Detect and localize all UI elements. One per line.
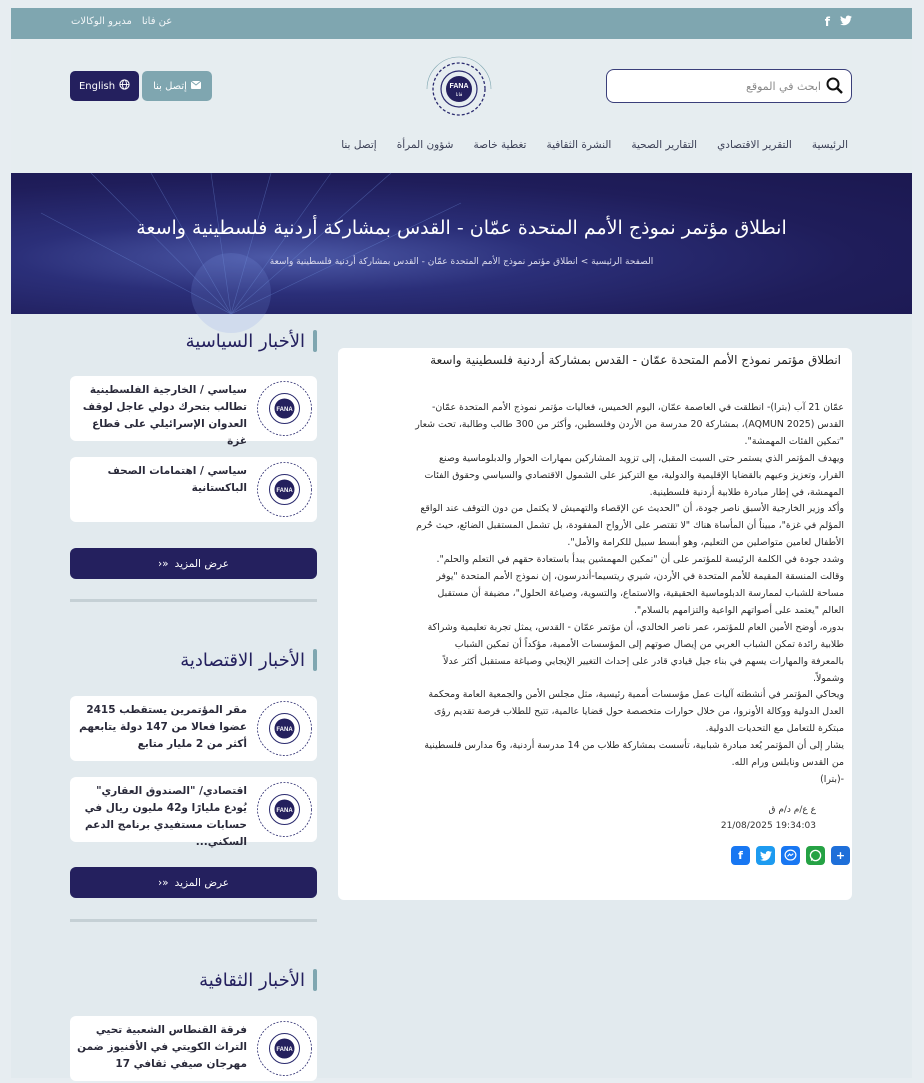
article-line: وقالت المنسقة المقيمة للأمم المتحدة في الأردن، شيري ريتسيما-أندرسون، إن نموذج الأمم المتحدة "يوفر (436, 571, 844, 583)
double-chevron-left-icon: «‹ (157, 876, 169, 889)
svg-text:FANA: FANA (276, 727, 293, 733)
svg-text:FANA: FANA (276, 1047, 293, 1053)
article-line: العدل الدولية ووكالة الأونروا، من خلال حوارات متخصصة حول قضايا عالمية، تتيح للطلاب فرصة تقديم رؤى (434, 706, 844, 718)
article-line: عمّان 21 آب (بترا)- انطلقت في العاصمة عمّان، اليوم الخميس، فعاليات مؤتمر نموذج الأمم المتحدة عمّان- (431, 402, 844, 413)
economic-news-heading[interactable] (180, 649, 317, 671)
envelope-icon (191, 81, 201, 92)
breadcrumb[interactable]: الصفحة الرئيسية > انطلاق مؤتمر نموذج الأمم المتحدة عمّان - القدس بمشاركة أردنية فلسطينية واسعة (269, 257, 654, 267)
page-title: انطلاق مؤتمر نموذج الأمم المتحدة عمّان - القدس بمشاركة أردنية فلسطينية واسعة (136, 217, 787, 239)
news-card-title[interactable]: اقتصادي/ "الصندوق العقاري" يُودع مليارًا و42 مليون ريال في حسابات مستفيدي برنامج الدعم السكني... (84, 785, 247, 848)
article-line: ويحاكي المؤتمر في أنشطته آليات عمل مؤسسات أممية رئيسية، مثل مجلس الأمن والجمعية العامة ومحكمة (428, 689, 844, 701)
facebook-share-icon[interactable]: f (731, 846, 750, 865)
news-card[interactable] (70, 696, 317, 761)
news-card-title[interactable]: فرقة القنطاس الشعبية تحيي التراث الكويتي في الأفنيوز ضمن مهرجان صيفي ثقافي 17 (77, 1024, 247, 1070)
english-button[interactable] (70, 71, 139, 101)
main-nav (341, 139, 848, 151)
article-line: القرار، وتعزيز وعيهم بالقضايا الإقليمية والدولية، مع التركيز على الشمول الاقتصادي والسياسي وحقوق الفئات (424, 469, 844, 481)
article-line: وشمولاً. (813, 672, 844, 684)
twitter-icon[interactable] (840, 15, 852, 29)
nav-economic-report[interactable]: التقرير الاقتصادي (717, 139, 792, 151)
cultural-news-title: الأخبار الثقافية (199, 969, 305, 991)
social-links (825, 15, 852, 29)
nav-cultural-bulletin[interactable]: النشرة الثقافية (546, 139, 612, 151)
double-chevron-left-icon: «‹ (157, 557, 169, 570)
svg-text:FANA: FANA (449, 83, 469, 90)
article-line: القدس (AQMUN 2025)، بمشاركة 20 مدرسة من الأردن وفلسطين، وأكثر من 300 طالب وطالبة، تحت شعار (415, 418, 844, 430)
share-bar (731, 846, 850, 865)
fana-thumbnail-icon (254, 779, 315, 840)
article-line: بالمعرفة والمهارات يسهم في بناء جيل قيادي قادر على إحداث التغيير الإيجابي وصياغة مستقبل أكثر عدلاً (443, 655, 844, 667)
more-label: عرض المزيد (174, 557, 230, 570)
svg-text:FANA: FANA (276, 488, 293, 494)
messenger-icon[interactable] (781, 846, 800, 865)
fana-thumbnail-icon (254, 459, 315, 520)
facebook-icon[interactable]: f (824, 15, 830, 29)
article-line: وشدد جودة في الكلمة الرئيسة للمؤتمر على أن "تمكين المهمشين يبدأ باستعادة حقهم في التعلم والحلم". (436, 554, 844, 566)
article-body (344, 400, 844, 789)
heading-accent (313, 969, 317, 991)
globe-icon (119, 79, 130, 93)
article-signature: ع ع/م د/م ق (768, 805, 816, 815)
cultural-news-heading[interactable] (199, 969, 317, 991)
article-line: الأطفال لعامين متواصلين من التعليم، وهو أبسط سبيل للكرامة والأمل". (567, 537, 844, 549)
english-label: English (78, 80, 116, 92)
news-card[interactable] (70, 457, 317, 522)
about-link[interactable]: عن فانا (141, 16, 173, 27)
article-line: من القدس ونابلس ورام الله. (731, 757, 844, 769)
heading-accent (313, 649, 317, 671)
article-line: المهمشة، في إطار مبادرة طلابية أردنية فلسطينية. (649, 486, 844, 498)
nav-health-reports[interactable]: التقارير الصحية (631, 139, 698, 151)
hero-background (11, 173, 912, 314)
nav-contact[interactable]: إتصل بنا (341, 139, 377, 151)
svg-text:FANA: FANA (276, 808, 293, 814)
section-divider (70, 599, 317, 602)
search-icon[interactable] (825, 76, 845, 96)
article-title: انطلاق مؤتمر نموذج الأمم المتحدة عمّان - القدس بمشاركة أردنية فلسطينية واسعة (430, 353, 841, 367)
agency-directors-link[interactable]: مديرو الوكالات (71, 16, 132, 27)
article-line: يشار إلى أن المؤتمر يُعد مبادرة شبابية، تأسست بمشاركة طلاب من 14 مدرسة أردنية، و6 مدارس فلسطينية (424, 740, 844, 752)
news-card[interactable] (70, 376, 317, 447)
political-news-heading[interactable] (186, 330, 317, 352)
article-line: المؤلم في غزة"، مبيناً أن المأساة هناك "لا تقتصر على الأرواح المفقودة، بل تشمل المستقبل الضائع، حيث حُرم (416, 520, 844, 532)
news-card[interactable] (70, 777, 317, 848)
article-line: طلابية رائدة تمكن الشباب العربي من إيصال صوتهم إلى المؤسسات الأممية، مؤكداً أن تمكين الشباب (454, 638, 844, 650)
article-line: مساحة للشباب لممارسة الدبلوماسية الحقيقية، والاستماع، والتسوية، وصياغة الحلول"، مضيفة أن مستقبل (437, 587, 844, 599)
nav-special-coverage[interactable]: تغطية خاصة (473, 139, 527, 151)
top-links (71, 16, 172, 27)
news-card-title[interactable]: سياسي / الخارجية الفلسطينية تطالب بتحرك دولي عاجل لوقف العدوان الإسرائيلي على قطاع غزة (82, 384, 247, 447)
contact-label: إتصل بنا (153, 80, 187, 92)
heading-accent (313, 330, 317, 352)
political-news-title: الأخبار السياسية (185, 330, 305, 352)
twitter-share-icon[interactable] (756, 846, 775, 865)
article-line: وأكد وزير الخارجية الأسبق ناصر جودة، أن "الحديث عن الإقصاء والتهميش لا يكتمل من دون التوقف عند الواقع (420, 503, 844, 515)
section-divider (70, 919, 317, 922)
top-bar (11, 8, 912, 39)
search-input[interactable]: ابحث في الموقع (745, 80, 821, 93)
article-line: "تمكين الفئات المهمشة". (744, 435, 844, 447)
nav-home[interactable]: الرئيسية (811, 139, 848, 151)
contact-button[interactable] (142, 71, 212, 101)
fana-logo[interactable] (421, 51, 497, 127)
fana-thumbnail-icon (254, 378, 315, 439)
article-line: ويهدف المؤتمر الذي يستمر حتى السبت المقبل، إلى تزويد المشاركين بمهارات الحوار والدبلوماسية وصنع (439, 452, 844, 464)
article-line: بدوره، أوضح الأمين العام للمؤتمر، عمر ناصر الخالدي، أن مؤتمر عمّان - القدس، يمثل تجربة تعليمية وشراكة (427, 621, 844, 633)
share-plus-icon[interactable]: + (831, 846, 850, 865)
article-line: -(بترا) (820, 773, 844, 785)
hero-banner (11, 173, 912, 314)
economic-news-title: الأخبار الاقتصادية (180, 649, 305, 671)
news-card[interactable] (70, 1016, 317, 1081)
site-header (11, 39, 912, 173)
news-card-title[interactable]: سياسي / اهتمامات الصحف الباكستانية (107, 465, 247, 494)
whatsapp-icon[interactable] (806, 846, 825, 865)
article-card (338, 348, 852, 900)
news-card-title[interactable]: مقر المؤتمرين يستقطب 2415 عضوا فعالا من 147 دولة يتابعهم أكثر من 2 مليار متابع (79, 704, 247, 750)
page-frame (11, 8, 912, 1078)
article-line: العالم "يعتمد على أصواتهم الواعية والتزامهم بالسلام". (633, 604, 844, 616)
svg-text:فانا: فانا (455, 92, 463, 98)
svg-text:FANA: FANA (276, 407, 293, 413)
nav-women-affairs[interactable]: شؤون المرأة (396, 139, 454, 151)
economic-more-button[interactable] (70, 867, 317, 898)
more-label: عرض المزيد (174, 876, 230, 889)
search-box[interactable] (606, 69, 852, 103)
political-more-button[interactable] (70, 548, 317, 579)
fana-thumbnail-icon (254, 1018, 315, 1079)
fana-thumbnail-icon (254, 698, 315, 759)
article-date: 21/08/2025 19:34:03 (720, 821, 816, 831)
article-line: مبتكرة للتعامل مع التحديات الدولية. (705, 723, 844, 735)
